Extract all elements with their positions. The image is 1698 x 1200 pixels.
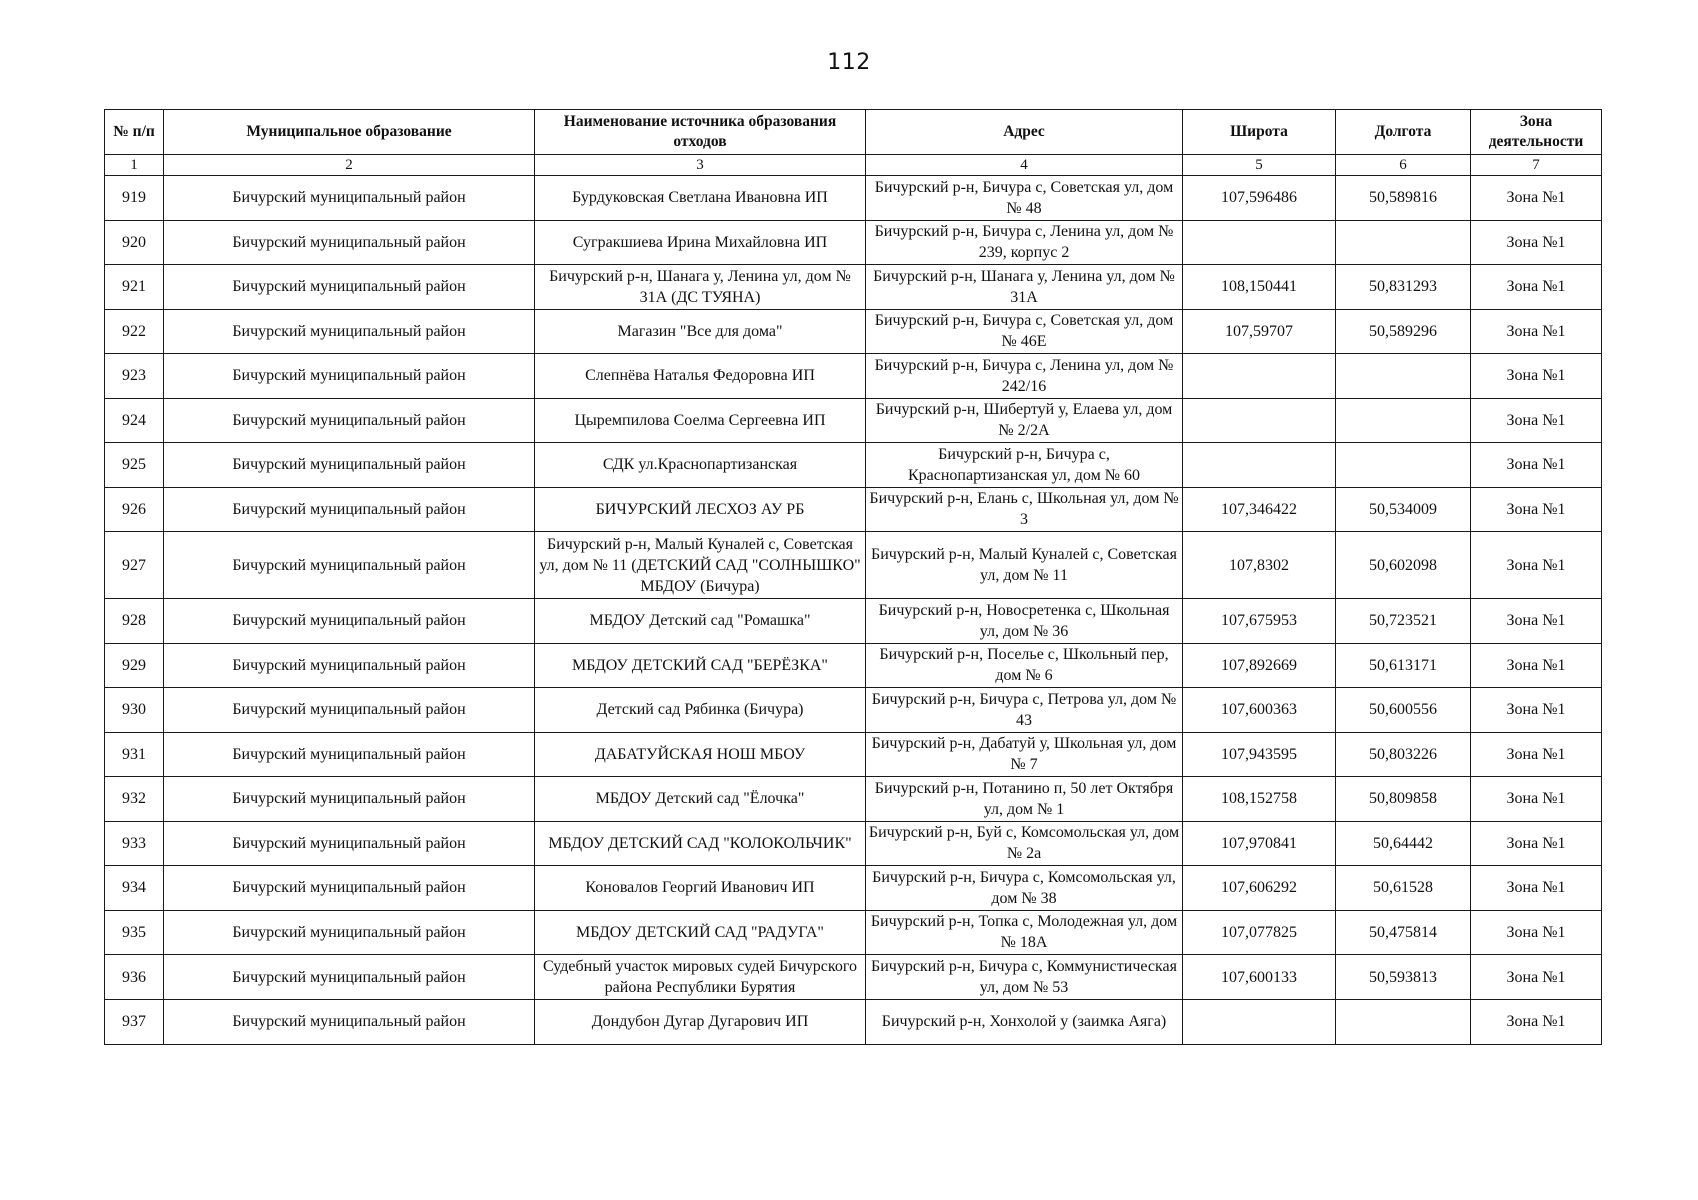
latitude-cell: [1183, 443, 1336, 488]
index-cell: 926: [105, 487, 164, 532]
latitude-cell: 108,152758: [1183, 777, 1336, 822]
table-row: [105, 532, 1602, 599]
source-name-cell: МБДОУ ДЕТСКИЙ САД "КОЛОКОЛЬЧИК": [535, 821, 866, 866]
source-name-cell: Бичурский р-н, Шанага у, Ленина ул, дом № 31А (ДС ТУЯНА): [535, 265, 866, 310]
table-row: [105, 821, 1602, 866]
header-cell-index: № п/п: [105, 110, 164, 155]
address-cell: Бичурский р-н, Топка с, Молодежная ул, дом № 18А: [866, 910, 1183, 955]
table-row: [105, 955, 1602, 1000]
longitude-cell: [1336, 1000, 1471, 1045]
table-row: [105, 732, 1602, 777]
table-row: [105, 688, 1602, 733]
zone-cell: Зона №1: [1471, 821, 1602, 866]
column-number-cell: 2: [164, 155, 535, 176]
index-cell: 919: [105, 176, 164, 221]
municipality-cell: Бичурский муниципальный район: [164, 955, 535, 1000]
municipality-cell: Бичурский муниципальный район: [164, 309, 535, 354]
table-row: [105, 220, 1602, 265]
longitude-cell: 50,64442: [1336, 821, 1471, 866]
header-cell-source-name: Наименование источника образования отходов: [535, 110, 866, 155]
source-name-cell: СДК ул.Краснопартизанская: [535, 443, 866, 488]
source-name-cell: МБДОУ ДЕТСКИЙ САД "БЕРЁЗКА": [535, 643, 866, 688]
source-name-cell: МБДОУ ДЕТСКИЙ САД "РАДУГА": [535, 910, 866, 955]
column-number-cell: 5: [1183, 155, 1336, 176]
address-cell: Бичурский р-н, Елань с, Школьная ул, дом № 3: [866, 487, 1183, 532]
latitude-cell: 107,892669: [1183, 643, 1336, 688]
source-name-cell: МБДОУ Детский сад "Ромашка": [535, 599, 866, 644]
address-cell: Бичурский р-н, Буй с, Комсомольская ул, дом № 2а: [866, 821, 1183, 866]
source-name-cell: Цыремпилова Соелма Сергеевна ИП: [535, 398, 866, 443]
latitude-cell: 107,346422: [1183, 487, 1336, 532]
table-row: [105, 487, 1602, 532]
zone-cell: Зона №1: [1471, 398, 1602, 443]
latitude-cell: 107,943595: [1183, 732, 1336, 777]
municipality-cell: Бичурский муниципальный район: [164, 866, 535, 911]
zone-cell: Зона №1: [1471, 599, 1602, 644]
source-name-cell: Бурдуковская Светлана Ивановна ИП: [535, 176, 866, 221]
zone-cell: Зона №1: [1471, 732, 1602, 777]
header-row: [105, 110, 1602, 155]
index-cell: 931: [105, 732, 164, 777]
address-cell: Бичурский р-н, Бичура с, Петрова ул, дом № 43: [866, 688, 1183, 733]
address-cell: Бичурский р-н, Потанино п, 50 лет Октября ул, дом № 1: [866, 777, 1183, 822]
municipality-cell: Бичурский муниципальный район: [164, 732, 535, 777]
latitude-cell: 107,077825: [1183, 910, 1336, 955]
header-cell-latitude: Широта: [1183, 110, 1336, 155]
longitude-cell: 50,61528: [1336, 866, 1471, 911]
longitude-cell: 50,613171: [1336, 643, 1471, 688]
latitude-cell: 107,600133: [1183, 955, 1336, 1000]
municipality-cell: Бичурский муниципальный район: [164, 777, 535, 822]
zone-cell: Зона №1: [1471, 487, 1602, 532]
zone-cell: Зона №1: [1471, 176, 1602, 221]
header-cell-zone: Зона деятельности: [1471, 110, 1602, 155]
longitude-cell: 50,593813: [1336, 955, 1471, 1000]
table-row: [105, 443, 1602, 488]
municipality-cell: Бичурский муниципальный район: [164, 354, 535, 399]
address-cell: Бичурский р-н, Бичура с, Краснопартизанская ул, дом № 60: [866, 443, 1183, 488]
source-name-cell: ДАБАТУЙСКАЯ НОШ МБОУ: [535, 732, 866, 777]
zone-cell: Зона №1: [1471, 777, 1602, 822]
table-row: [105, 265, 1602, 310]
column-number-row: [105, 155, 1602, 176]
municipality-cell: Бичурский муниципальный район: [164, 176, 535, 221]
column-number-cell: 1: [105, 155, 164, 176]
address-cell: Бичурский р-н, Бичура с, Советская ул, дом № 46Е: [866, 309, 1183, 354]
latitude-cell: [1183, 220, 1336, 265]
address-cell: Бичурский р-н, Шанага у, Ленина ул, дом № 31А: [866, 265, 1183, 310]
source-name-cell: Бичурский р-н, Малый Куналей с, Советская ул, дом № 11 (ДЕТСКИЙ САД "СОЛНЫШКО" МБДОУ (Бичура): [535, 532, 866, 599]
column-number-cell: 3: [535, 155, 866, 176]
table-row: [105, 643, 1602, 688]
address-cell: Бичурский р-н, Малый Куналей с, Советская ул, дом № 11: [866, 532, 1183, 599]
index-cell: 933: [105, 821, 164, 866]
municipality-cell: Бичурский муниципальный район: [164, 487, 535, 532]
source-name-cell: Коновалов Георгий Иванович ИП: [535, 866, 866, 911]
municipality-cell: Бичурский муниципальный район: [164, 688, 535, 733]
column-number-cell: 6: [1336, 155, 1471, 176]
header-cell-longitude: Долгота: [1336, 110, 1471, 155]
address-cell: Бичурский р-н, Бичура с, Комсомольская ул, дом № 38: [866, 866, 1183, 911]
zone-cell: Зона №1: [1471, 688, 1602, 733]
municipality-cell: Бичурский муниципальный район: [164, 599, 535, 644]
municipality-cell: Бичурский муниципальный район: [164, 532, 535, 599]
longitude-cell: 50,831293: [1336, 265, 1471, 310]
longitude-cell: 50,475814: [1336, 910, 1471, 955]
index-cell: 923: [105, 354, 164, 399]
address-cell: Бичурский р-н, Бичура с, Советская ул, дом № 48: [866, 176, 1183, 221]
table-row: [105, 910, 1602, 955]
index-cell: 921: [105, 265, 164, 310]
zone-cell: Зона №1: [1471, 220, 1602, 265]
source-name-cell: Судебный участок мировых судей Бичурского района Республики Бурятия: [535, 955, 866, 1000]
latitude-cell: 108,150441: [1183, 265, 1336, 310]
municipality-cell: Бичурский муниципальный район: [164, 398, 535, 443]
source-name-cell: Детский сад Рябинка (Бичура): [535, 688, 866, 733]
longitude-cell: 50,723521: [1336, 599, 1471, 644]
table-row: [105, 176, 1602, 221]
longitude-cell: [1336, 354, 1471, 399]
latitude-cell: 107,600363: [1183, 688, 1336, 733]
longitude-cell: 50,602098: [1336, 532, 1471, 599]
source-name-cell: МБДОУ Детский сад "Ёлочка": [535, 777, 866, 822]
column-number-cell: 4: [866, 155, 1183, 176]
index-cell: 932: [105, 777, 164, 822]
latitude-cell: 107,606292: [1183, 866, 1336, 911]
zone-cell: Зона №1: [1471, 265, 1602, 310]
municipality-cell: Бичурский муниципальный район: [164, 443, 535, 488]
longitude-cell: 50,809858: [1336, 777, 1471, 822]
index-cell: 935: [105, 910, 164, 955]
longitude-cell: 50,534009: [1336, 487, 1471, 532]
table-row: [105, 1000, 1602, 1045]
address-cell: Бичурский р-н, Бичура с, Ленина ул, дом № 239, корпус 2: [866, 220, 1183, 265]
index-cell: 925: [105, 443, 164, 488]
address-cell: Бичурский р-н, Хонхолой у (заимка Аяга): [866, 1000, 1183, 1045]
municipality-cell: Бичурский муниципальный район: [164, 910, 535, 955]
municipality-cell: Бичурский муниципальный район: [164, 1000, 535, 1045]
waste-sources-table: [104, 109, 1602, 1045]
municipality-cell: Бичурский муниципальный район: [164, 220, 535, 265]
latitude-cell: 107,675953: [1183, 599, 1336, 644]
table-row: [105, 354, 1602, 399]
index-cell: 937: [105, 1000, 164, 1045]
header-cell-address: Адрес: [866, 110, 1183, 155]
index-cell: 927: [105, 532, 164, 599]
longitude-cell: [1336, 398, 1471, 443]
municipality-cell: Бичурский муниципальный район: [164, 821, 535, 866]
longitude-cell: 50,600556: [1336, 688, 1471, 733]
table-row: [105, 398, 1602, 443]
index-cell: 929: [105, 643, 164, 688]
column-number-cell: 7: [1471, 155, 1602, 176]
source-name-cell: Дондубон Дугар Дугарович ИП: [535, 1000, 866, 1045]
source-name-cell: Магазин "Все для дома": [535, 309, 866, 354]
address-cell: Бичурский р-н, Шибертуй у, Елаева ул, дом № 2/2А: [866, 398, 1183, 443]
latitude-cell: 107,970841: [1183, 821, 1336, 866]
longitude-cell: 50,803226: [1336, 732, 1471, 777]
index-cell: 934: [105, 866, 164, 911]
municipality-cell: Бичурский муниципальный район: [164, 265, 535, 310]
longitude-cell: 50,589296: [1336, 309, 1471, 354]
latitude-cell: 107,8302: [1183, 532, 1336, 599]
source-name-cell: БИЧУРСКИЙ ЛЕСХОЗ АУ РБ: [535, 487, 866, 532]
address-cell: Бичурский р-н, Поселье с, Школьный пер, дом № 6: [866, 643, 1183, 688]
zone-cell: Зона №1: [1471, 532, 1602, 599]
source-name-cell: Сугракшиева Ирина Михайловна ИП: [535, 220, 866, 265]
index-cell: 920: [105, 220, 164, 265]
page-number: 112: [827, 50, 871, 75]
address-cell: Бичурский р-н, Бичура с, Ленина ул, дом № 242/16: [866, 354, 1183, 399]
latitude-cell: [1183, 1000, 1336, 1045]
longitude-cell: 50,589816: [1336, 176, 1471, 221]
municipality-cell: Бичурский муниципальный район: [164, 643, 535, 688]
index-cell: 928: [105, 599, 164, 644]
index-cell: 930: [105, 688, 164, 733]
source-name-cell: Слепнёва Наталья Федоровна ИП: [535, 354, 866, 399]
index-cell: 936: [105, 955, 164, 1000]
latitude-cell: [1183, 354, 1336, 399]
table-row: [105, 777, 1602, 822]
table-row: [105, 309, 1602, 354]
zone-cell: Зона №1: [1471, 309, 1602, 354]
zone-cell: Зона №1: [1471, 1000, 1602, 1045]
table-row: [105, 599, 1602, 644]
header-cell-municipality: Муниципальное образование: [164, 110, 535, 155]
index-cell: 922: [105, 309, 164, 354]
zone-cell: Зона №1: [1471, 643, 1602, 688]
zone-cell: Зона №1: [1471, 955, 1602, 1000]
latitude-cell: [1183, 398, 1336, 443]
longitude-cell: [1336, 443, 1471, 488]
address-cell: Бичурский р-н, Новосретенка с, Школьная ул, дом № 36: [866, 599, 1183, 644]
table-row: [105, 866, 1602, 911]
zone-cell: Зона №1: [1471, 910, 1602, 955]
address-cell: Бичурский р-н, Дабатуй у, Школьная ул, дом № 7: [866, 732, 1183, 777]
latitude-cell: 107,596486: [1183, 176, 1336, 221]
zone-cell: Зона №1: [1471, 443, 1602, 488]
address-cell: Бичурский р-н, Бичура с, Коммунистическая ул, дом № 53: [866, 955, 1183, 1000]
latitude-cell: 107,59707: [1183, 309, 1336, 354]
zone-cell: Зона №1: [1471, 354, 1602, 399]
longitude-cell: [1336, 220, 1471, 265]
index-cell: 924: [105, 398, 164, 443]
zone-cell: Зона №1: [1471, 866, 1602, 911]
